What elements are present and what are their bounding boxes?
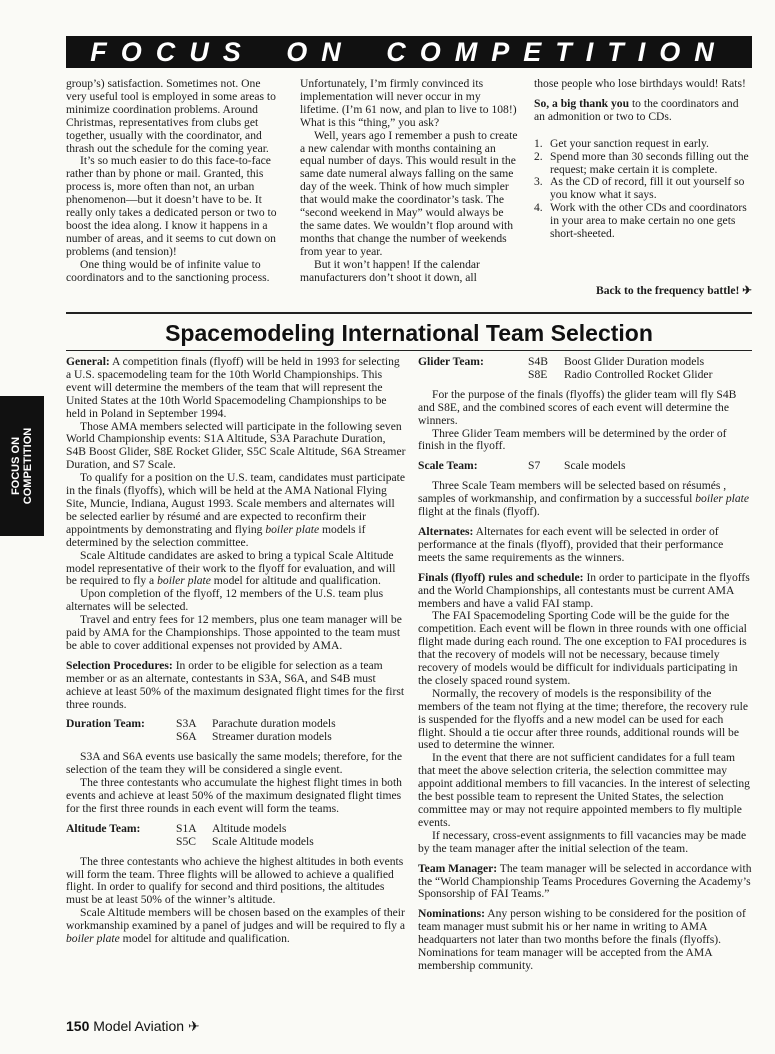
- scale-team: Scale Team: S7 Scale models: [418, 459, 626, 473]
- paragraph: Normally, the recovery of models is the responsibility of the members of the team not flying at the time; therefore, the recovery rule is suspended for the flyoffs and a new model can be used for each flight. Should a tie occur after three rounds, additional rounds will be used to determine the winner.: [418, 686, 748, 752]
- paragraph: In the event that there are not sufficient candidates for a full team that meet the above selection criteria, the selection committee may appoint additional members to fill vacancies. In the interest of selecting the best possible team to represent the United States, the selection committee may or may not require appointed members to fly multiple events.: [418, 751, 750, 829]
- paragraph: Three Glider Team members will be determined by the order of finish in the flyoff.: [418, 426, 727, 453]
- thanks-paragraph: [534, 98, 752, 124]
- paragraph: It’s so much easier to do this face-to-face rather than by phone or mail. Granted, this process is, more often than not, an urban phenomenon—but it doesn’t have to be. It really only takes a dedicated person or two to boost the idea along. I know it happens in a number of areas, and it seems to cut down on problems (and tension)!: [66, 154, 277, 258]
- top-column-2: [300, 78, 518, 285]
- article-right-column: [418, 356, 752, 973]
- paragraph: Alternates: Alternates for each event will be selected in order of performance at the finals (flyoff), provided that their performance meets the same requirements as the winners.: [418, 524, 724, 564]
- paragraph: those people who lose birthdays would! Rats!: [534, 77, 746, 90]
- paragraph: The three contestants who achieve the highest altitudes in both events will form the team. Three flights will be allowed to achieve a qualified flight. In order to qualify for second and third positions, the altitudes must be at least 50% of the winner’s altitude.: [66, 854, 404, 907]
- list-item: 4. Work with the other CDs and coordinators in your area to make certain no one gets short-sheeted.: [534, 201, 747, 241]
- closing-line: Back to the frequency battle! ✈: [595, 284, 752, 297]
- paragraph: Finals (flyoff) rules and schedule: In order to participate in the flyoffs and the World Championships, all contestants must be current AMA members and have a valid FAI stamp.: [418, 570, 750, 610]
- altitude-team: Altitude Team: S1A Altitude models: [66, 821, 287, 835]
- paragraph: But it won’t happen! If the calendar manufacturers don’t shoot it down, all: [300, 257, 480, 284]
- paragraph: Travel and entry fees for 12 members, plus one team manager will be paid by AMA for the Championships. Those appointed to the team must be able to cover additional expenses not provided by AMA.: [66, 613, 402, 652]
- paragraph: Scale Altitude members will be chosen based on the examples of their workmanship examined by a panel of judges and will be required to fly a boiler plate model for altitude and qualification.: [66, 906, 406, 946]
- list-item: 1. Get your sanction request in early.: [534, 136, 709, 150]
- paragraph: For the purpose of the finals (flyoffs) the glider team will fly S4B and S8E, and the combined scores of each event will determine the winners.: [418, 387, 737, 427]
- paragraph: Those AMA members selected will participate in the following seven World Championship events: S1A Altitude, S3A Parachute Duration, S4B Boost Glider, S8E Rocket Glider, S5C Scale Altitude, S6A Streamer Duration, and S7 Scale.: [66, 419, 406, 472]
- list-item: 3. As the CD of record, fill it out yourself so you know what it says.: [534, 175, 745, 202]
- paragraph: Well, years ago I remember a push to create a new calendar with months containing an equal number of days. This would result in the same date numeral always falling on the same day of the week. Think of how much simpler that would make the coordinator’s task. The “second weekend in May” would always be the same dates. We wouldn’t flop around with months that change the number of weekends from year to year.: [300, 128, 518, 258]
- paragraph: group’s) satisfaction. Sometimes not. One very useful tool is employed in some areas to minimize coordination problems. Around Christmas, representatives from clubs get together, usually with the coordinator, and thrash out the schedule for the coming year.: [66, 77, 276, 155]
- page-number: 150: [66, 1018, 90, 1034]
- paragraph: Three Scale Team members will be selected based on résumés , samples of workmanship, and confirmation by a successful boiler plate flight at the finals (flyoff).: [418, 479, 750, 519]
- thanks-text: to the coordinators and an admonition or two to CDs.: [534, 96, 739, 123]
- cd-list: [534, 138, 752, 241]
- paragraph: The FAI Spacemodeling Sporting Code will be the guide for the competition. Each event will be flown in three rounds with one official flight made during each round. The one exception to FAI procedures is that the recovery of models will not be necessary, because timely recovery of models would be difficult for individuals participating in the closely spaced round system.: [418, 609, 747, 687]
- divider: [66, 312, 752, 314]
- paragraph: Nominations: Any person wishing to be considered for the position of team manager must submit his or her name in writing to AMA headquarters not later than two months before the finals (flyoffs). Nominations for team manager will be accepted from the AMA membership community.: [418, 907, 746, 972]
- divider: [66, 350, 752, 351]
- glider-team-row: S8E Radio Controlled Rocket Glider: [528, 367, 713, 381]
- magazine-name: Model Aviation ✈: [89, 1018, 200, 1034]
- paragraph: If necessary, cross-event assignments to fill vacancies may be made by the team manager after the initial selection of the team.: [418, 828, 747, 855]
- paragraph: Scale Altitude candidates are asked to bring a typical Scale Altitude model representative of their work to the flyoff for evaluation, and will be required to fly a boiler plate model for altitude and qualification.: [66, 548, 396, 588]
- paragraph: Upon completion of the flyoff, 12 members of the U.S. team plus alternates will be selected.: [66, 587, 384, 614]
- paragraph: Unfortunately, I’m firmly convinced its implementation will never occur in my lifetime. (I’m 61 now, and plan to live to 108!) What is this “thing,” you ask?: [300, 77, 517, 129]
- page-footer: [66, 1018, 200, 1034]
- paragraph: To qualify for a position on the U.S. team, candidates must participate in the finals (flyoffs), which will be held at the AMA National Flying Site, Muncie, Indiana, August 1993. Scale members and alternates will be selected earlier by résumé and are expected to reconfirm their appointments by demonstrating and flying boiler plate models if determined by the selection committee.: [66, 471, 406, 549]
- duration-team: Duration Team: S3A Parachute duration models: [66, 717, 336, 731]
- section-banner: FOCUS ON COMPETITION: [66, 36, 752, 68]
- glider-team: Glider Team: S4B Boost Glider Duration models: [418, 355, 705, 368]
- paragraph: S3A and S6A events use basically the same models; therefore, for the selection of the team they will be considered a single event.: [66, 750, 402, 777]
- paragraph: Selection Procedures: In order to be eligible for selection as a team member or as an alternate, contestants in S3A, S6A, and S4B must achieve at least 50% of the maximum designated flight times for the first three rounds.: [66, 658, 405, 711]
- paragraph: General: A competition finals (flyoff) will be held in 1993 for selecting a U.S. spacemodeling team for the 10th World Championships. This event will determine the members of the team that will represent the United States at the 10th World Spacemodeling Championships to be held in Poland in September 1994.: [66, 355, 400, 420]
- side-tab-label: FOCUS ON COMPETITION: [10, 427, 34, 505]
- top-column-3: [534, 77, 752, 297]
- thanks-bold: So, a big thank you: [534, 96, 630, 110]
- top-column-1: [66, 78, 282, 285]
- paragraph: Team Manager: The team manager will be selected in accordance with the “World Championship Teams Procedures Governing the Academy’s Sponsorship of FAI Teams.”: [418, 861, 752, 901]
- article-title: Spacemodeling International Team Selection: [165, 320, 653, 346]
- paragraph: One thing would be of infinite value to coordinators and to the sanctioning process.: [66, 257, 270, 284]
- altitude-team-row: S5C Scale Altitude models: [176, 834, 314, 848]
- paragraph: The three contestants who accumulate the highest flight times in both events and achieve at least 50% of the maximum designated flight times for the first three rounds in each event will form the teams.: [66, 776, 402, 815]
- article-left-column: [66, 356, 406, 946]
- duration-team-row: S6A Streamer duration models: [176, 730, 332, 744]
- list-item: 2. Spend more than 30 seconds filling out the request; make certain it is complete.: [534, 149, 749, 176]
